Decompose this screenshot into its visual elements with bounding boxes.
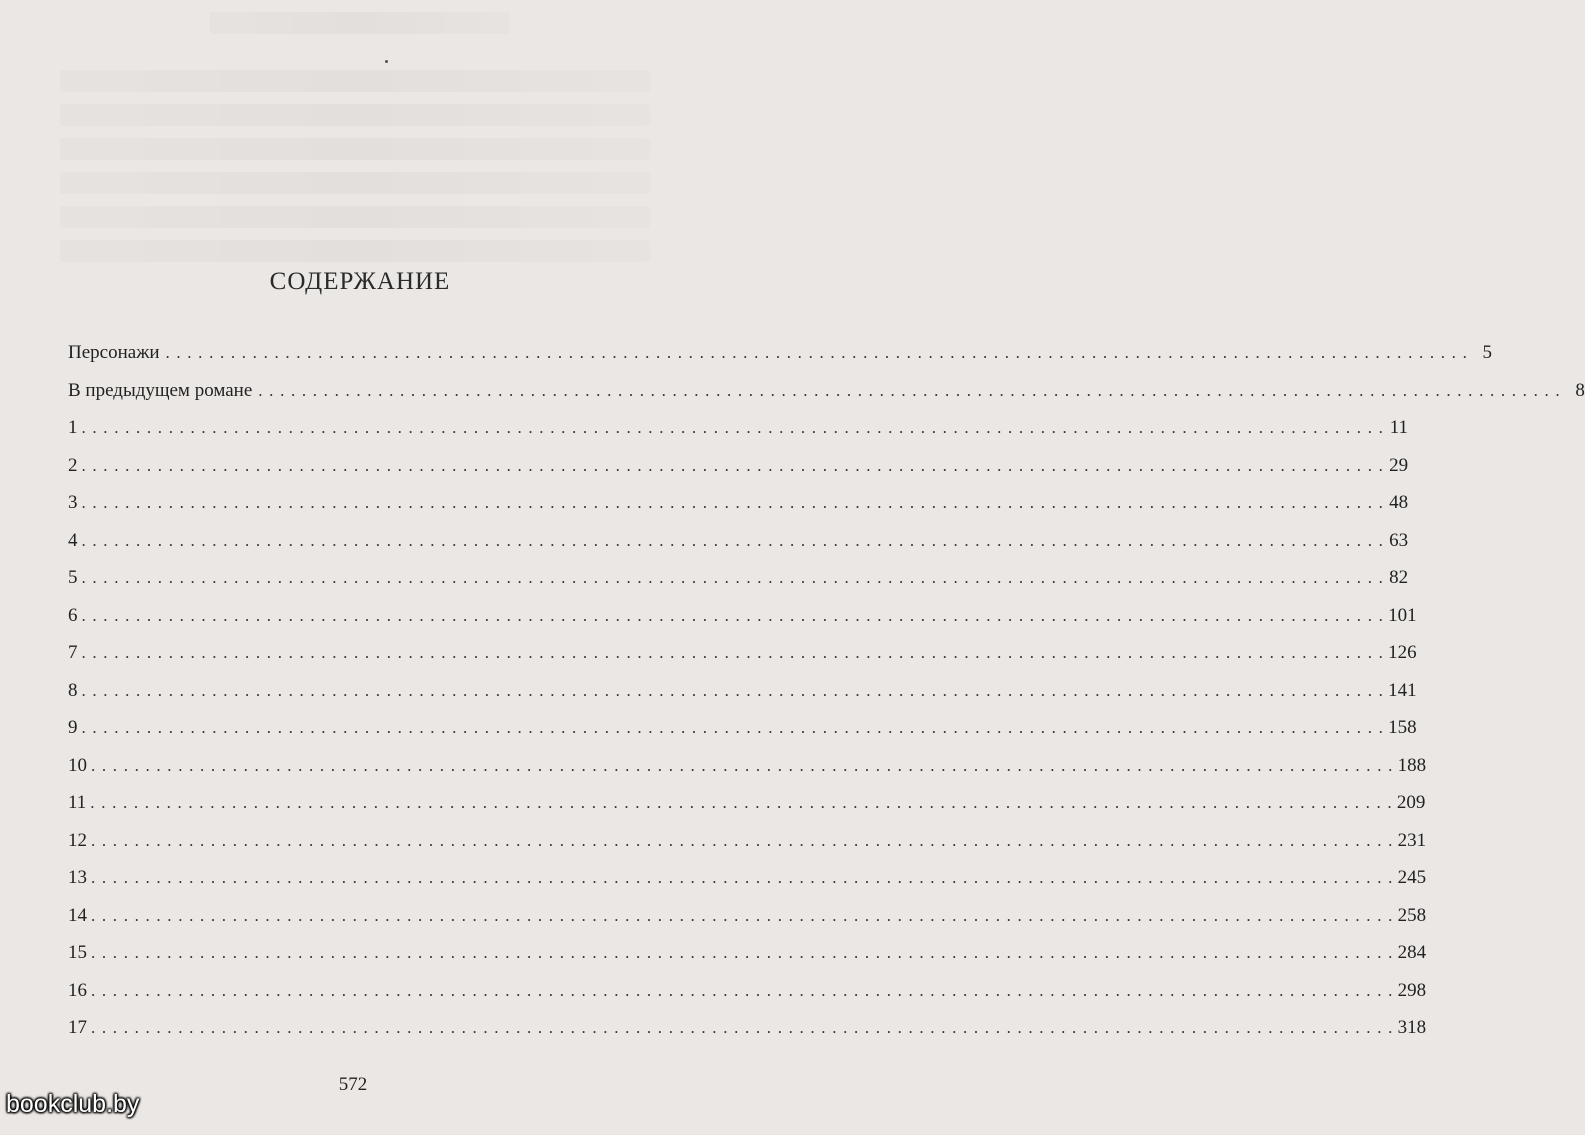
dot-leader: . . . . . . . . . . . . . . . . . . . . . . . . . . . . . . . . . . . . . . . . . . . . . . . . . . . . . . . . . . . . . . . . . . . . . . . . . . . . . . . . . . . . . . . . . . . . . . . . . . . . . . . . . . . . . . . . . . . . . . . . bbox=[165, 343, 1469, 362]
show-through-line bbox=[210, 12, 510, 34]
toc-entry-label: 16 bbox=[68, 979, 87, 1001]
toc-entry bbox=[68, 904, 1427, 943]
toc-entry bbox=[68, 979, 1427, 1018]
toc-entry-page: 141 bbox=[1388, 679, 1417, 701]
dot-leader: . . . . . . . . . . . . . . . . . . . . . . . . . . . . . . . . . . . . . . . . . . . . . . . . . . . . . . . . . . . . . . . . . . . . . . . . . . . . . . . . . . . . . . . . . . . . . . . . . . . . . . . . . . . . . . . . . . . . . . . . bbox=[258, 380, 1561, 400]
dot-leader: . . . . . . . . . . . . . . . . . . . . . . . . . . . . . . . . . . . . . . . . . . . . . . . . . . . . . . . . . . . . . . . . . . . . . . . . . . . . . . . . . . . . . . . . . . . . . . . . . . . . . . . . . . . . . . . . . . . . . . . . bbox=[81, 455, 1385, 475]
dot-leader: . . . . . . . . . . . . . . . . . . . . . . . . . . . . . . . . . . . . . . . . . . . . . . . . . . . . . . . . . . . . . . . . . . . . . . . . . . . . . . . . . . . . . . . . . . . . . . . . . . . . . . . . . . . . . . . . . . . . . . . . bbox=[91, 1018, 1394, 1037]
toc-entry-label: 3 bbox=[68, 492, 78, 513]
toc-entry-label: 17 bbox=[68, 1017, 87, 1038]
show-through-line bbox=[60, 172, 650, 194]
page-number: 572 bbox=[338, 1074, 368, 1095]
dot-leader: . . . . . . . . . . . . . . . . . . . . . . . . . . . . . . . . . . . . . . . . . . . . . . . . . . . . . . . . . . . . . . . . . . . . . . . . . . . . . . . . . . . . . . . . . . . . . . . . . . . . . . . . . . . . . . . . . . . . . . . . bbox=[81, 605, 1385, 625]
show-through-line bbox=[60, 104, 650, 126]
toc-entry-page: 101 bbox=[1388, 604, 1417, 626]
toc-entry-label: 12 bbox=[68, 829, 87, 851]
toc-entry-label: 15 bbox=[68, 942, 87, 963]
toc-entry bbox=[68, 529, 1409, 568]
toc-entry bbox=[68, 942, 1427, 980]
toc-entry bbox=[68, 454, 1409, 493]
toc-entry bbox=[68, 492, 1409, 530]
toc-entry-label: 14 bbox=[68, 904, 87, 926]
table-of-contents bbox=[68, 342, 1585, 1055]
toc-entry-page: 8 bbox=[1575, 379, 1585, 401]
dot-leader: . . . . . . . . . . . . . . . . . . . . . . . . . . . . . . . . . . . . . . . . . . . . . . . . . . . . . . . . . . . . . . . . . . . . . . . . . . . . . . . . . . . . . . . . . . . . . . . . . . . . . . . . . . . . . . . . . . . . . . . . bbox=[81, 493, 1385, 512]
show-through-line bbox=[60, 70, 650, 92]
toc-entry-page: 245 bbox=[1397, 867, 1427, 888]
dot-leader: . . . . . . . . . . . . . . . . . . . . . . . . . . . . . . . . . . . . . . . . . . . . . . . . . . . . . . . . . . . . . . . . . . . . . . . . . . . . . . . . . . . . . . . . . . . . . . . . . . . . . . . . . . . . . . . . . . . . . . . . bbox=[90, 793, 1393, 812]
toc-entry-label: 2 bbox=[68, 454, 78, 476]
toc-entry-label: 7 bbox=[68, 642, 78, 663]
toc-entry-page: 48 bbox=[1389, 492, 1409, 513]
toc-entry-page: 11 bbox=[1389, 417, 1409, 438]
dot-leader: . . . . . . . . . . . . . . . . . . . . . . . . . . . . . . . . . . . . . . . . . . . . . . . . . . . . . . . . . . . . . . . . . . . . . . . . . . . . . . . . . . . . . . . . . . . . . . . . . . . . . . . . . . . . . . . . . . . . . . . . bbox=[91, 905, 1394, 925]
toc-entry bbox=[68, 717, 1417, 755]
dot-leader: . . . . . . . . . . . . . . . . . . . . . . . . . . . . . . . . . . . . . . . . . . . . . . . . . . . . . . . . . . . . . . . . . . . . . . . . . . . . . . . . . . . . . . . . . . . . . . . . . . . . . . . . . . . . . . . . . . . . . . . . bbox=[91, 755, 1394, 775]
toc-entry-page: 318 bbox=[1397, 1017, 1427, 1038]
show-through-line bbox=[60, 206, 650, 228]
dot-leader: . . . . . . . . . . . . . . . . . . . . . . . . . . . . . . . . . . . . . . . . . . . . . . . . . . . . . . . . . . . . . . . . . . . . . . . . . . . . . . . . . . . . . . . . . . . . . . . . . . . . . . . . . . . . . . . . . . . . . . . . bbox=[81, 530, 1385, 550]
toc-entry bbox=[68, 792, 1426, 830]
toc-entry-label: 13 bbox=[68, 867, 87, 888]
toc-entry bbox=[68, 567, 1409, 605]
toc-entry-label: Персонажи bbox=[68, 342, 160, 363]
toc-entry bbox=[68, 342, 1493, 380]
dot-leader: . . . . . . . . . . . . . . . . . . . . . . . . . . . . . . . . . . . . . . . . . . . . . . . . . . . . . . . . . . . . . . . . . . . . . . . . . . . . . . . . . . . . . . . . . . . . . . . . . . . . . . . . . . . . . . . . . . . . . . . . bbox=[91, 943, 1394, 962]
toc-entry bbox=[68, 867, 1427, 905]
dot-leader: . . . . . . . . . . . . . . . . . . . . . . . . . . . . . . . . . . . . . . . . . . . . . . . . . . . . . . . . . . . . . . . . . . . . . . . . . . . . . . . . . . . . . . . . . . . . . . . . . . . . . . . . . . . . . . . . . . . . . . . . bbox=[81, 568, 1385, 587]
toc-entry bbox=[68, 642, 1417, 680]
toc-entry-page: 29 bbox=[1389, 454, 1409, 476]
dot-leader: . . . . . . . . . . . . . . . . . . . . . . . . . . . . . . . . . . . . . . . . . . . . . . . . . . . . . . . . . . . . . . . . . . . . . . . . . . . . . . . . . . . . . . . . . . . . . . . . . . . . . . . . . . . . . . . . . . . . . . . . bbox=[91, 980, 1394, 1000]
show-through-line bbox=[60, 240, 650, 262]
toc-heading: СОДЕРЖАНИЕ bbox=[269, 268, 451, 295]
toc-entry-page: 188 bbox=[1397, 754, 1427, 776]
toc-entry-label: 4 bbox=[68, 529, 78, 551]
toc-entry-page: 298 bbox=[1397, 979, 1427, 1001]
dot-leader: . . . . . . . . . . . . . . . . . . . . . . . . . . . . . . . . . . . . . . . . . . . . . . . . . . . . . . . . . . . . . . . . . . . . . . . . . . . . . . . . . . . . . . . . . . . . . . . . . . . . . . . . . . . . . . . . . . . . . . . . bbox=[81, 680, 1385, 700]
toc-entry-page: 126 bbox=[1388, 642, 1417, 663]
toc-entry-label: 11 bbox=[68, 792, 87, 813]
toc-entry bbox=[68, 604, 1417, 643]
show-through-line bbox=[60, 138, 650, 160]
toc-entry-page: 209 bbox=[1396, 792, 1426, 813]
toc-entry-page: 5 bbox=[1482, 342, 1493, 363]
dot-leader: . . . . . . . . . . . . . . . . . . . . . . . . . . . . . . . . . . . . . . . . . . . . . . . . . . . . . . . . . . . . . . . . . . . . . . . . . . . . . . . . . . . . . . . . . . . . . . . . . . . . . . . . . . . . . . . . . . . . . . . . bbox=[81, 418, 1385, 437]
toc-entry bbox=[68, 417, 1409, 455]
toc-entry-page: 284 bbox=[1397, 942, 1427, 963]
toc-entry-label: 1 bbox=[68, 417, 78, 438]
dot-leader: . . . . . . . . . . . . . . . . . . . . . . . . . . . . . . . . . . . . . . . . . . . . . . . . . . . . . . . . . . . . . . . . . . . . . . . . . . . . . . . . . . . . . . . . . . . . . . . . . . . . . . . . . . . . . . . . . . . . . . . . bbox=[81, 643, 1385, 662]
toc-entry-label: 9 bbox=[68, 717, 78, 738]
toc-entry-page: 82 bbox=[1389, 567, 1409, 588]
dot-leader: . . . . . . . . . . . . . . . . . . . . . . . . . . . . . . . . . . . . . . . . . . . . . . . . . . . . . . . . . . . . . . . . . . . . . . . . . . . . . . . . . . . . . . . . . . . . . . . . . . . . . . . . . . . . . . . . . . . . . . . . bbox=[91, 868, 1394, 887]
toc-entry bbox=[68, 1017, 1427, 1055]
toc-entry bbox=[68, 754, 1427, 793]
dot-leader: . . . . . . . . . . . . . . . . . . . . . . . . . . . . . . . . . . . . . . . . . . . . . . . . . . . . . . . . . . . . . . . . . . . . . . . . . . . . . . . . . . . . . . . . . . . . . . . . . . . . . . . . . . . . . . . . . . . . . . . . bbox=[81, 718, 1385, 737]
toc-entry bbox=[68, 379, 1585, 418]
toc-entry-page: 158 bbox=[1388, 717, 1417, 738]
toc-entry-label: 10 bbox=[68, 754, 87, 776]
watermark-text: bookclub.by bbox=[6, 1090, 140, 1118]
toc-entry bbox=[68, 829, 1427, 868]
toc-entry-page: 63 bbox=[1389, 529, 1409, 551]
toc-entry-label: 5 bbox=[68, 567, 78, 588]
toc-entry bbox=[68, 679, 1417, 718]
toc-entry-label: 8 bbox=[68, 679, 78, 701]
toc-entry-page: 258 bbox=[1397, 904, 1427, 926]
toc-entry-label: 6 bbox=[68, 604, 78, 626]
toc-entry-page: 231 bbox=[1397, 829, 1427, 851]
toc-entry-label: В предыдущем романе bbox=[68, 379, 253, 401]
dot-leader: . . . . . . . . . . . . . . . . . . . . . . . . . . . . . . . . . . . . . . . . . . . . . . . . . . . . . . . . . . . . . . . . . . . . . . . . . . . . . . . . . . . . . . . . . . . . . . . . . . . . . . . . . . . . . . . . . . . . . . . . bbox=[91, 830, 1394, 850]
ink-speck bbox=[385, 60, 388, 63]
